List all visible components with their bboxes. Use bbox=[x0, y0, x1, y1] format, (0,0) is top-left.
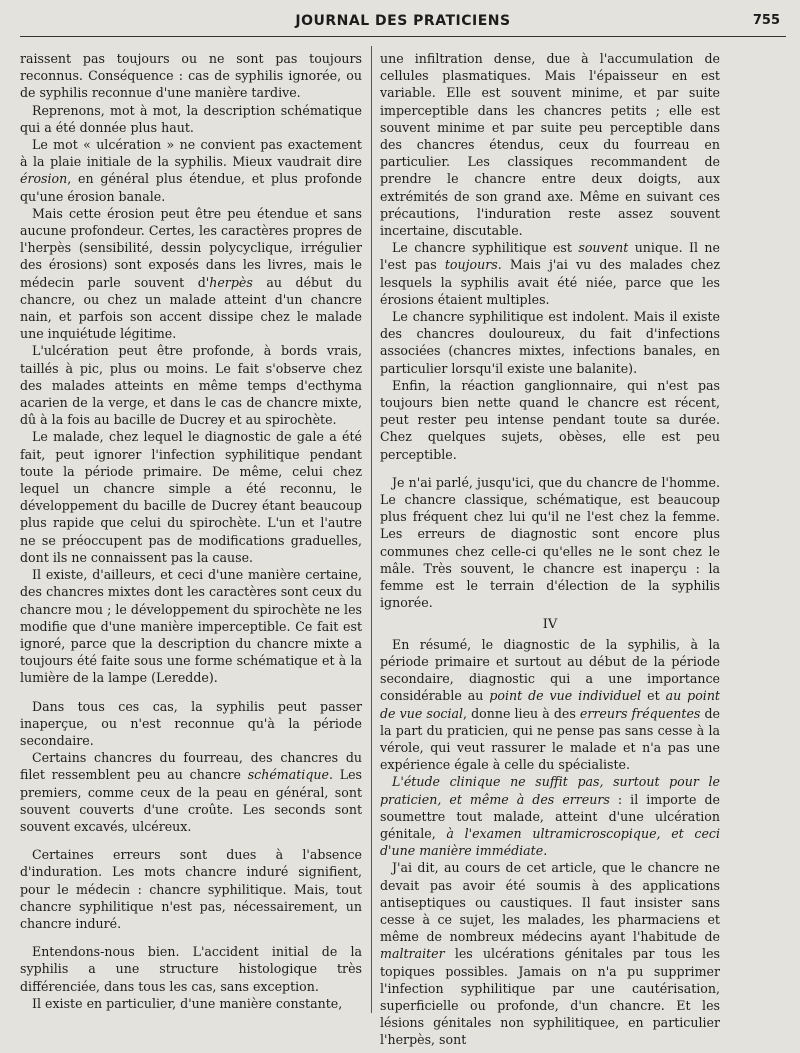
paragraph: Le chancre syphilitique est indolent. Mais il existe des chancres douloureux, du fait d'infections associées (chancres mixtes, infections banales, en particulier lorsqu'il existe une balanite). bbox=[380, 309, 720, 376]
paragraph bbox=[380, 239, 720, 308]
paragraph: Le malade, chez lequel le diagnostic de gale a été fait, peut ignorer l'infection syphilitique pendant toute la période primaire. De même, celui chez lequel un chancre simple a été reconnu, le développement du bacille de Ducrey étant beaucoup plus rapide que celui du spirochète. L'un et l'autre ne se préoccupent pas de modifications graduelles, dont ils ne connaissent pas la cause. bbox=[20, 429, 362, 565]
text-run: unique. Il ne l'est pas bbox=[380, 240, 720, 273]
paragraph: Il existe, d'ailleurs, et ceci d'une manière certaine, des chancres mixtes dont les caractères sont ceux du chancre mou ; le développement du spirochète ne les modifie que d'une manière imperceptible. Ce fait est ignoré, parce que la description du chancre mixte a toujours été faite sous une forme schématique et à la lumière de la lampe (Leredde). bbox=[20, 567, 362, 686]
emphasis: érosion bbox=[20, 171, 68, 187]
paragraph: Reprenons, mot à mot, la description schématique qui a été donnée plus haut. bbox=[20, 102, 362, 135]
emphasis: erreurs fréquentes bbox=[579, 705, 701, 721]
paragraph bbox=[380, 773, 720, 859]
text-run: Le chancre syphilitique est bbox=[392, 240, 579, 256]
emphasis: point de vue individuel bbox=[489, 688, 642, 704]
text-run: Le mot « ulcération » ne convient pas exactement à la plaie initiale de la syphilis. Mieux vaudrait dire bbox=[20, 137, 362, 170]
text-run: . Mais j'ai vu des malades chez lesquels la syphilis avait été niée, parce que les érosions étaient multiples. bbox=[380, 257, 720, 307]
paragraph: une infiltration dense, due à l'accumulation de cellules plasmatiques. Mais l'épaisseur en est variable. Elle est souvent minime, et par suite imperceptible dans les chancres petits ; elle est souvent minime et par suite peu perceptible dans des chancres étendus, ceux du fourreau en particulier. Les classiques recommandent de prendre le chancre entre deux doigts, aux extrémités de son grand axe. Même en suivant ces précautions, l'induration reste assez souvent incertaine, discutable. bbox=[380, 51, 720, 239]
paragraph: Dans tous ces cas, la syphilis peut passer inaperçue, ou n'est reconnue qu'à la période secondaire. bbox=[20, 698, 362, 748]
text-run: : il importe de soumettre tout malade, atteint d'une ulcération génitale, bbox=[380, 791, 720, 841]
journal-title: JOURNAL DES PRATICIENS bbox=[295, 13, 511, 29]
paragraph bbox=[20, 749, 362, 835]
emphasis: souvent bbox=[578, 240, 629, 256]
emphasis: à l'examen ultramicroscopique, et ceci d'une manière immédiate bbox=[380, 825, 720, 859]
paragraph: Je n'ai parlé, jusqu'ici, que du chancre de l'homme. Le chancre classique, schématique, est beaucoup plus fréquent chez lui qu'il ne l'est chez la femme. Les erreurs de diagnostic sont encore plus communes chez celle-ci qu'elles ne le sont chez le mâle. Très souvent, le chancre est inaperçu : la femme est le terrain d'élection de la syphilis ignorée. bbox=[380, 474, 720, 611]
text-run: et bbox=[641, 688, 666, 704]
paragraph: Entendons-nous bien. L'accident initial de la syphilis a une structure histologique très différenciée, dans tous les cas, sans exception. bbox=[20, 944, 362, 994]
emphasis: herpès bbox=[209, 274, 253, 290]
right-column bbox=[380, 50, 720, 1047]
paragraph bbox=[380, 636, 720, 774]
emphasis: maltraiter bbox=[380, 946, 445, 962]
emphasis: au point de vue social bbox=[380, 688, 720, 721]
emphasis: L'étude clinique ne suffit pas, surtout pour le praticien, et même à des erreurs bbox=[380, 774, 720, 807]
text-run: de la part du praticien, qui ne pense pas sans cesse à la vérole, qui veut rassurer le malade et n'a pas une expérience égale à celle du spécialiste. bbox=[380, 705, 720, 773]
text-run: Certains chancres du fourreau, des chancres du filet ressemblent peu au chancre bbox=[20, 750, 362, 783]
text-run: Mais cette érosion peut être peu étendue et sans aucune profondeur. Certes, les caractères propres de l'herpès (sensibilité, dessin polycyclique, irrégulier des érosions) sont exposés dans les livres, mais le médecin parle souvent d' bbox=[20, 205, 362, 290]
column-divider bbox=[371, 46, 372, 1013]
text-run: , en général plus étendue, et plus profonde qu'une érosion banale. bbox=[20, 171, 362, 204]
text-run: En résumé, le diagnostic de la syphilis, à la période primaire et surtout au début de la période secondaire, diagnostic qui a une importance considérable au bbox=[380, 636, 720, 704]
paragraph bbox=[380, 859, 720, 1047]
text-run: au début du chancre, ou chez un malade atteint d'un chancre nain, et parfois son accent dissipe chez le malade une inquiétude légitime. bbox=[20, 274, 362, 342]
text-run: . Les premiers, comme ceux de la peau en général, sont souvent couverts d'une croûte. Les seconds sont souvent excavés, ulcéreux. bbox=[20, 767, 362, 834]
paragraph: raissent pas toujours ou ne sont pas toujours reconnus. Conséquence : cas de syphilis ignorée, ou de syphilis reconnue d'une manière tardive. bbox=[20, 51, 362, 101]
text-run: les ulcérations génitales par tous les topiques possibles. Jamais on n'a pu supprimer l'infection syphilitique par une cautérisation, superficielle ou profonde, d'un chancre. Et les lésions génitales non syphilitiquee, en particulier l'herpès, sont bbox=[380, 946, 720, 1047]
paragraph: Certaines erreurs sont dues à l'absence d'induration. Les mots chancre induré signifient, pour le médecin : chancre syphilitique. Mais, tout chancre syphilitique n'est pas, nécessairement, un chancre induré. bbox=[20, 847, 362, 931]
text-run: . bbox=[543, 843, 548, 859]
emphasis: toujours bbox=[444, 257, 498, 273]
paragraph: Il existe en particulier, d'une manière constante, bbox=[32, 995, 343, 1011]
left-column bbox=[20, 50, 362, 1047]
paragraph bbox=[20, 136, 362, 205]
section-number: IV bbox=[542, 616, 558, 632]
paragraph bbox=[20, 205, 362, 343]
paragraph: L'ulcération peut être profonde, à bords vrais, taillés à pic, plus ou moins. Le fait s'observe chez des malades atteints en même temps d'ecthyma acarien de la verge, et dans le cas de chancre mixte, dû à la fois au bacille de Ducrey et au spirochète. bbox=[20, 343, 362, 428]
running-header bbox=[20, 6, 786, 37]
text-run: J'ai dit, au cours de cet article, que le chancre ne devait pas avoir été soumis à des applications antiseptiques ou caustiques. Il faut insister sans cesse à ce sujet, les malades, les pharmaciens et même de nombreux médecins ayant l'habitude de bbox=[380, 860, 720, 945]
emphasis: schématique bbox=[247, 767, 329, 783]
text-run: , donne lieu à des bbox=[463, 705, 580, 721]
page-number: 755 bbox=[752, 13, 780, 28]
paragraph: Enfin, la réaction ganglionnaire, qui n'est pas toujours bien nette quand le chancre est récent, peut rester peu intense pendant toute sa durée. Chez quelques sujets, obèses, elle est peu perceptible. bbox=[380, 377, 720, 462]
